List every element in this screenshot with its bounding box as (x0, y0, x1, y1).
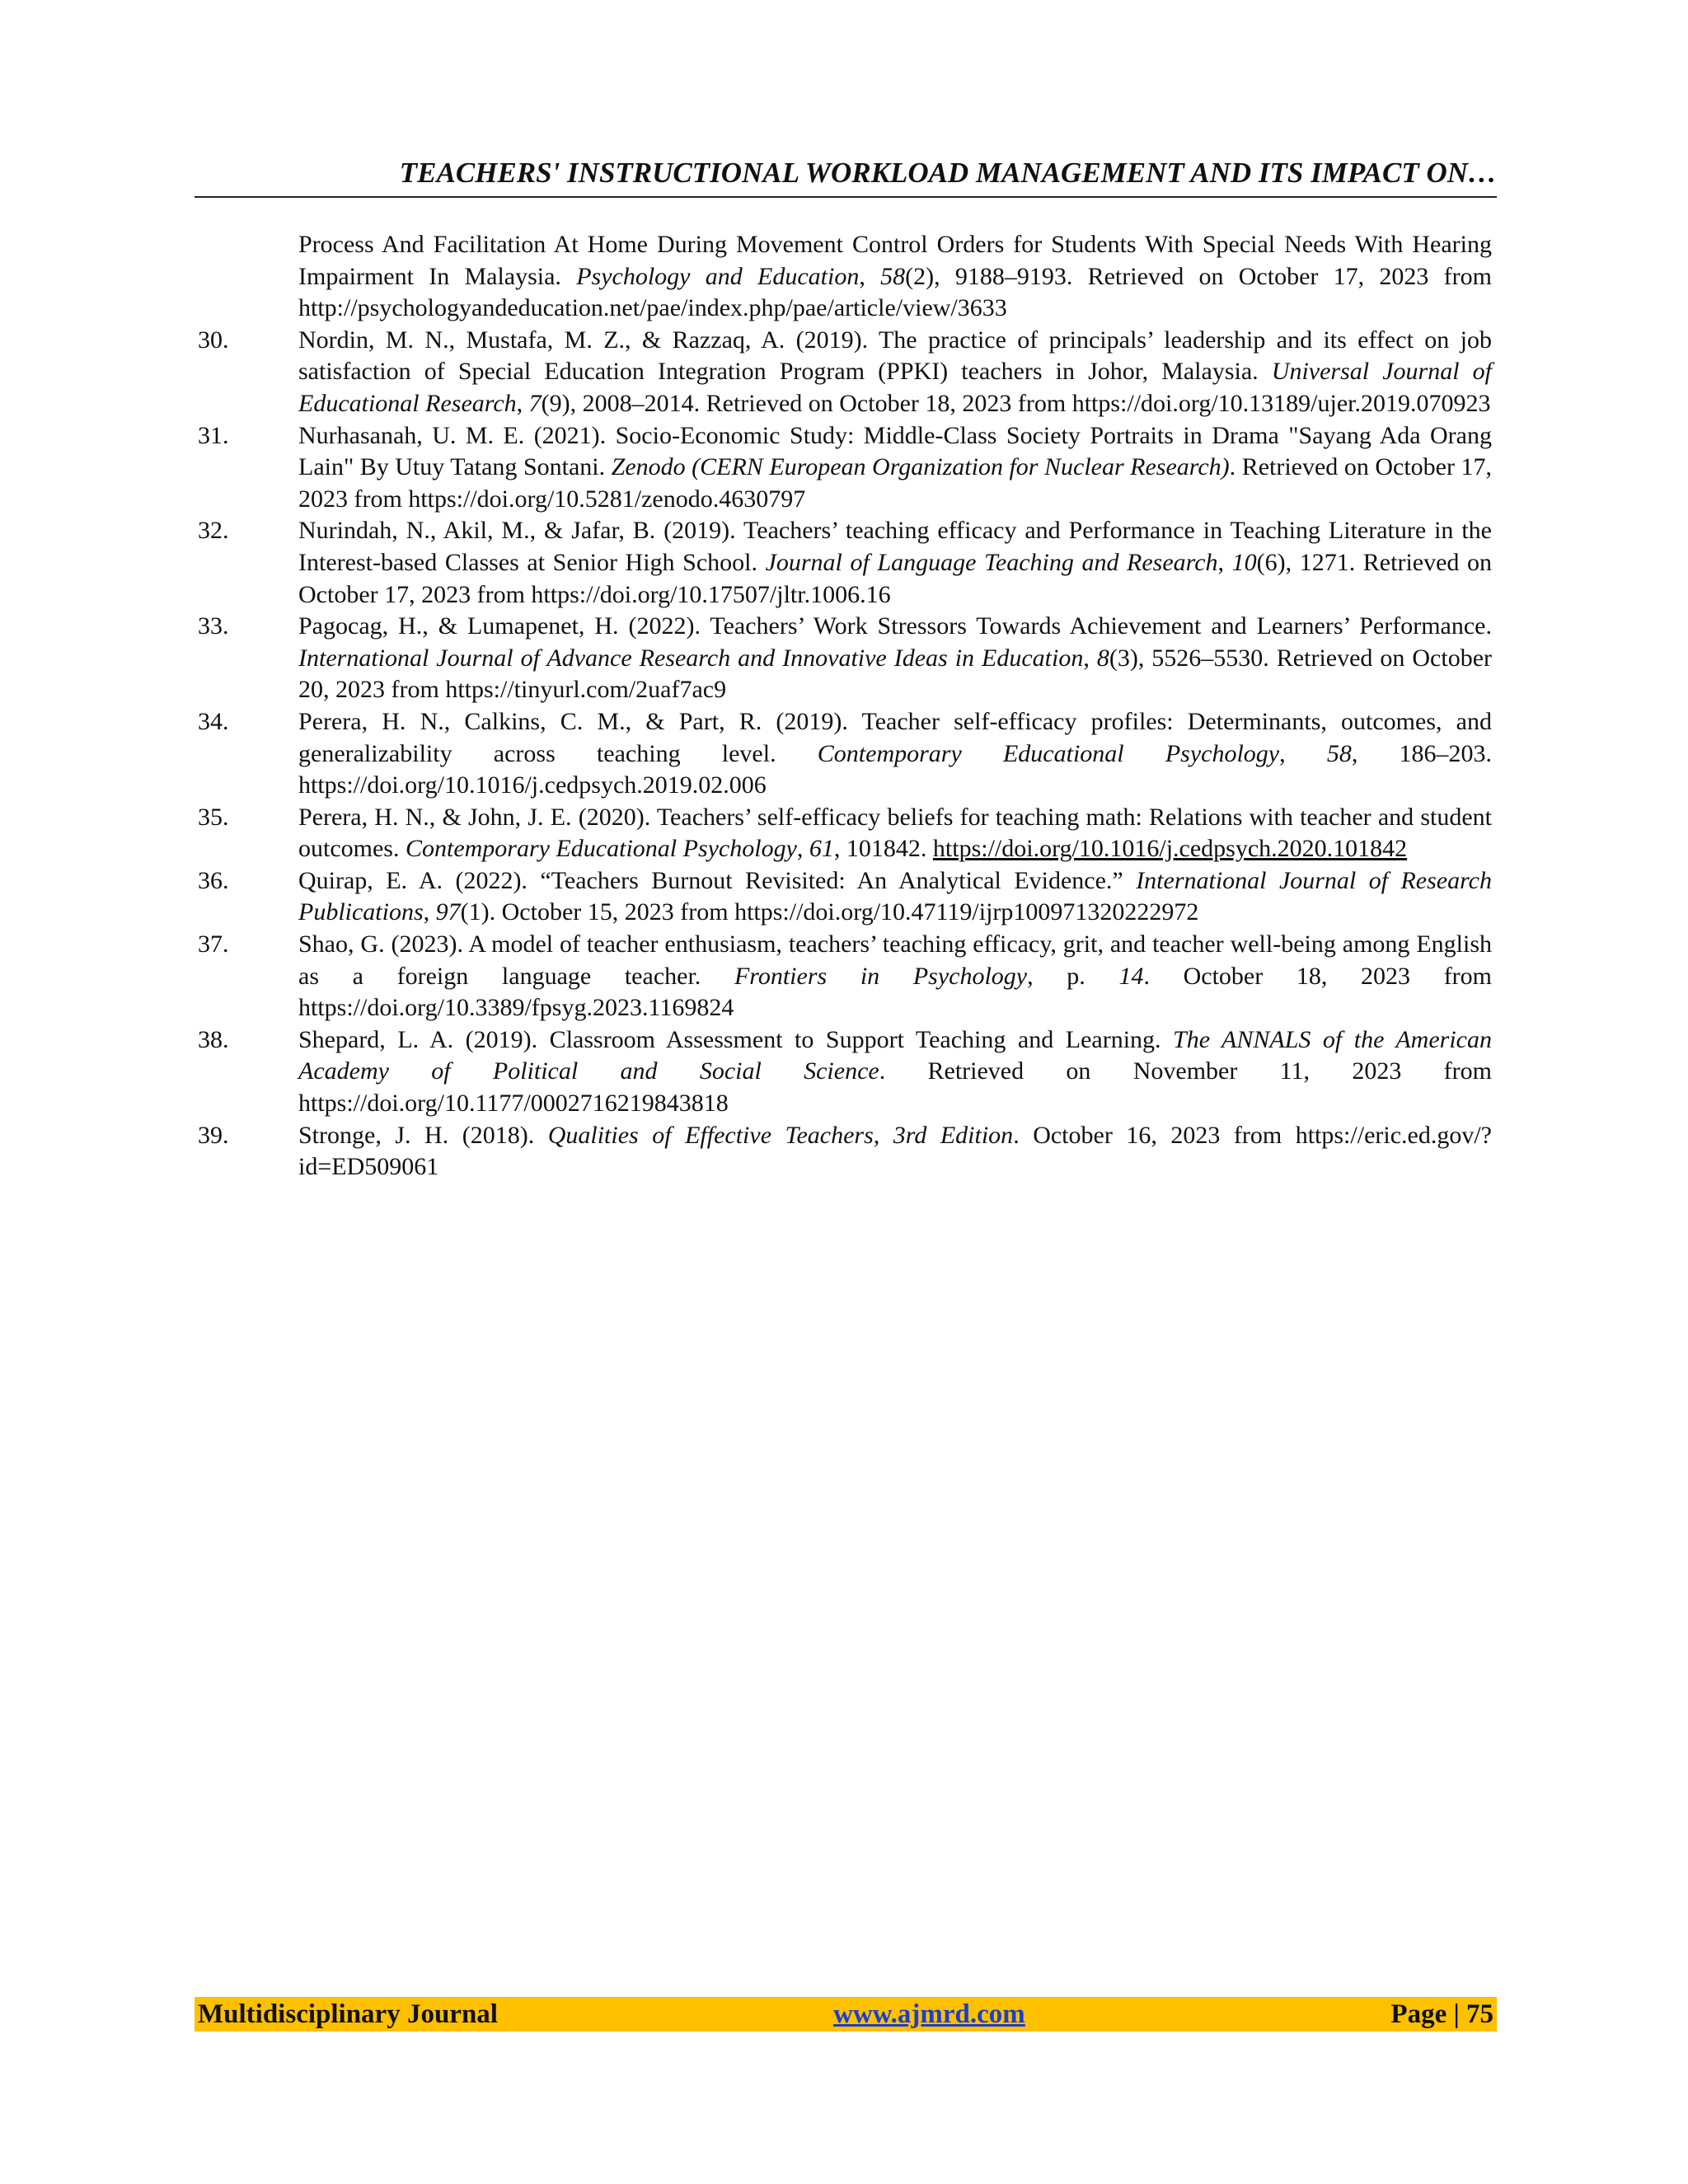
reference-number: 31. (198, 421, 229, 449)
reference-journal: Universal Journal of Educational Research (298, 358, 1492, 417)
reference-volume: 61 (809, 835, 834, 863)
reference-volume: 97 (435, 898, 461, 926)
reference-item: 36. Quirap, E. A. (2022). “Teachers Burnout Revisited: An Analytical Evidence.” International Journal of Research Publications, 97(1). October 15, 2023 from https://doi.org/10.47119/ijrp100971320222972 (198, 866, 1492, 926)
reference-volume: 58 (880, 262, 906, 290)
reference-volume: 14 (1118, 962, 1144, 990)
reference-text: Process And Facilitation At Home During Movement Control Orders for Students With Special Needs With Hearing Impairment In Malaysia. (298, 231, 1492, 290)
reference-journal: Zenodo (CERN European Organization for Nuclear Research) (611, 453, 1230, 481)
reference-item (195, 1024, 1492, 1120)
reference-text: Nordin, M. N., Mustafa, M. Z., & Razzaq, A. (2019). The practice of principals’ leadership and its effect on job satisfaction of Special Education Integration Program (PPKI) teachers in Johor, Malaysia. (298, 326, 1492, 386)
reference-journal: Qualities of Effective Teachers, 3rd Edition (547, 1121, 1014, 1149)
reference-volume: 7 (528, 389, 542, 417)
reference-text: Shao, G. (2023). A model of teacher enthusiasm, teachers’ teaching efficacy, grit, and teacher well-being among English as a foreign language teacher. (298, 930, 1492, 990)
reference-details: , 101842. (833, 835, 933, 863)
reference-number: 33. (198, 612, 229, 640)
reference-details: , 186–203. https://doi.org/10.1016/j.cedpsych.2019.02.006 (298, 739, 1493, 799)
footer-journal-name: Multidisciplinary Journal (198, 1999, 498, 2029)
reference-number: 36. (198, 866, 229, 894)
reference-details: (9), 2008–2014. Retrieved on October 18, 2023 from https://doi.org/10.13189/ujer.2019.070923 (541, 389, 1491, 417)
reference-journal: Journal of Language Teaching and Research (765, 548, 1218, 576)
reference-details: . October 18, 2023 from https://doi.org/10.3389/fpsyg.2023.1169824 (298, 962, 1493, 1022)
reference-text: Nurhasanah, U. M. E. (2021). Socio-Economic Study: Middle-Class Society Portraits in Drama "Sayang Ada Orang Lain" By Utuy Tatang Sontani. (298, 421, 1492, 481)
reference-text: Perera, H. N., & John, J. E. (2020). Teachers’ self-efficacy beliefs for teaching math: Relations with teacher and student outcomes. (298, 803, 1492, 863)
reference-journal: International Journal of Research Publications (298, 866, 1492, 926)
reference-text: Nurindah, N., Akil, M., & Jafar, B. (2019). Teachers’ teaching efficacy and Performance in Teaching Literature in the Interest-based Classes at Senior High School. (298, 517, 1492, 576)
reference-journal: Contemporary Educational Psychology (817, 739, 1280, 767)
reference-item: 35. Perera, H. N., & John, J. E. (2020). Teachers’ self-efficacy beliefs for teaching math: Relations with teacher and student outcomes. Contemporary Educational Psychology, 61, 101842. https://doi.org/10.1016/j.cedpsych.2020.101842 (198, 803, 1492, 863)
reference-text: Stronge, J. H. (2018). (298, 1121, 548, 1149)
reference-details: . Retrieved on November 11, 2023 from https://doi.org/10.1177/0002716219843818 (298, 1057, 1492, 1118)
doi-link[interactable]: https://doi.org/10.1016/j.cedpsych.2020.101842 (932, 835, 1408, 863)
reference-item: 32. Nurindah, N., Akil, M., & Jafar, B. (2019). Teachers’ teaching efficacy and Performance in Teaching Literature in the Interest-based Classes at Senior High School. Journal of Language Teaching and Research, 10(6), 1271. Retrieved on October 17, 2023 from https://doi.org/10.17507/jltr.1006.16 (198, 517, 1492, 608)
reference-journal: Frontiers in Psychology (734, 962, 1028, 990)
reference-journal: Psychology and Education (576, 262, 860, 290)
reference-text: Shepard, L. A. (2019). Classroom Assessment to Support Teaching and Learning. (298, 1025, 1174, 1053)
reference-journal: Contemporary Educational Psychology (405, 835, 797, 863)
reference-list (195, 229, 1492, 1183)
reference-details: . Retrieved on October 17, 2023 from https://doi.org/10.5281/zenodo.4630797 (298, 453, 1492, 513)
reference-journal: The ANNALS of the American Academy of Political and Social Science (298, 1025, 1492, 1085)
page-footer (195, 1997, 1497, 2032)
reference-number: 38. (198, 1025, 229, 1053)
reference-volume: 58 (1326, 739, 1352, 767)
footer-website-link[interactable]: www.ajmrd.com (833, 1999, 1025, 2029)
reference-journal: International Journal of Advance Research and Innovative Ideas in Education (298, 644, 1084, 672)
running-title: TEACHERS' INSTRUCTIONAL WORKLOAD MANAGEMENT AND ITS IMPACT ON… (399, 157, 1497, 189)
footer-page-number: Page | 75 (1390, 1999, 1493, 2029)
reference-details: . October 16, 2023 from https://eric.ed.gov/?id=ED509061 (298, 1121, 1492, 1181)
reference-item: 34. Perera, H. N., Calkins, C. M., & Part, R. (2019). Teacher self-efficacy profiles: Determinants, outcomes, and generalizability across teaching level. Contemporary Educational Psychology, 58, 186–203. https://doi.org/10.1016/j.cedpsych.2019.02.006 (198, 707, 1493, 799)
reference-text: Pagocag, H., & Lumapenet, H. (2022). Teachers’ Work Stressors Towards Achievement and Learners’ Performance. (298, 612, 1492, 640)
reference-number: 35. (198, 803, 229, 831)
reference-item: 33. Pagocag, H., & Lumapenet, H. (2022). Teachers’ Work Stressors Towards Achievement and Learners’ Performance. International Journal of Advance Research and Innovative Ideas in Education, 8(3), 5526–5530. Retrieved on October 20, 2023 from https://tinyurl.com/2uaf7ac9 (198, 612, 1493, 704)
reference-number: 37. (198, 930, 229, 958)
reference-text: Perera, H. N., Calkins, C. M., & Part, R. (2019). Teacher self-efficacy profiles: Determinants, outcomes, and generalizability across teaching level. (298, 707, 1492, 767)
reference-number: 30. (198, 326, 229, 354)
reference-number: 34. (198, 707, 229, 735)
reference-item: 30. Nordin, M. N., Mustafa, M. Z., & Razzaq, A. (2019). The practice of principals’ leadership and its effect on job satisfaction of Special Education Integration Program (PPKI) teachers in Johor, Malaysia. Universal Journal of Educational Research, 7(9), 2008–2014. Retrieved on October 18, 2023 from https://doi.org/10.13189/ujer.2019.070923 (198, 326, 1492, 417)
reference-item (195, 420, 1492, 516)
reference-text: Quirap, E. A. (2022). “Teachers Burnout Revisited: An Analytical Evidence.” (298, 866, 1137, 894)
reference-details: (6), 1271. Retrieved on October 17, 2023 from https://doi.org/10.17507/jltr.1006.16 (298, 548, 1492, 608)
reference-details: (2), 9188–9193. Retrieved on October 17, 2023 from http://psychologyandeducation.net/pae/index.php/pae/article/view/3633 (298, 262, 1492, 322)
reference-number: 32. (198, 517, 229, 545)
reference-item: Process And Facilitation At Home During Movement Control Orders for Students With Special Needs With Hearing Impairment In Malaysia. Psychology and Education, 58(2), 9188–9193. Retrieved on October 17, 2023 from http://psychologyandeducation.net/pae/index.php/pae/article/view/3633 (298, 231, 1492, 322)
reference-volume: 10 (1231, 548, 1257, 576)
reference-item: 37. Shao, G. (2023). A model of teacher enthusiasm, teachers’ teaching efficacy, grit, and teacher well-being among English as a foreign language teacher. Frontiers in Psychology, p. 14. October 18, 2023 from https://doi.org/10.3389/fpsyg.2023.1169824 (198, 930, 1493, 1022)
reference-volume: 8 (1096, 644, 1109, 672)
reference-details: (1). October 15, 2023 from https://doi.org/10.47119/ijrp100971320222972 (460, 898, 1199, 926)
reference-number: 39. (198, 1121, 229, 1149)
reference-item (195, 1120, 1492, 1183)
page-header (195, 157, 1497, 198)
reference-details: (3), 5526–5530. Retrieved on October 20, 2023 from https://tinyurl.com/2uaf7ac9 (298, 644, 1493, 704)
